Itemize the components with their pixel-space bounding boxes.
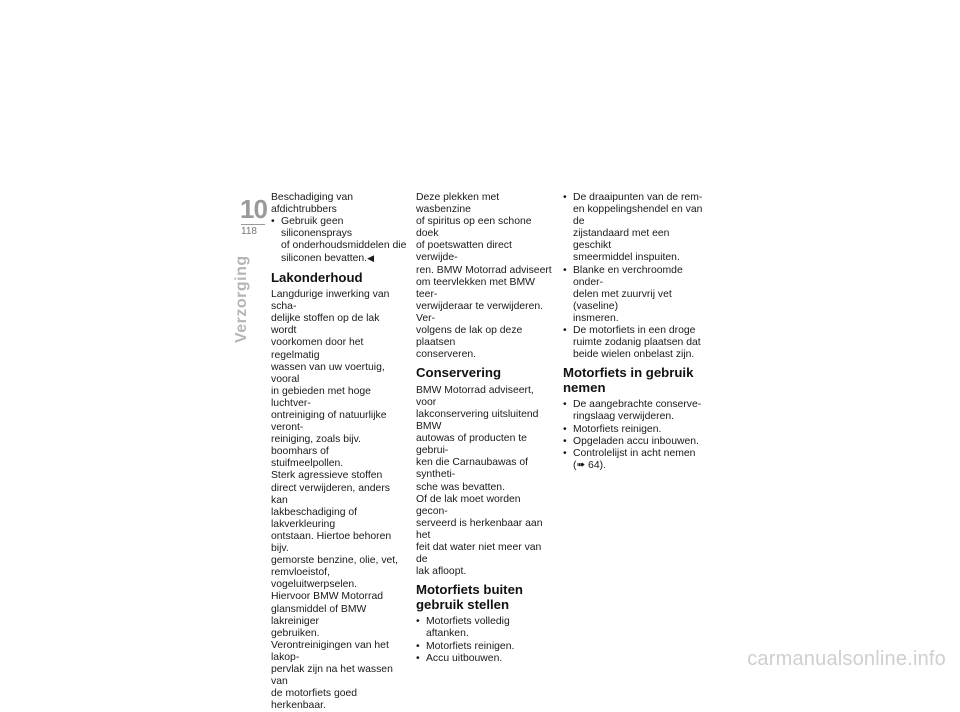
body-lakonderhoud: Langdurige inwerking van scha- delijke stoffen op de lak wordt voorkomen door het regelmatig wassen van uw voertuig, vooral in gebieden met hoge luchtver- ontreiniging of natuurlijke veront- reiniging, zoals bijv. boomhars of stuifmeelpollen. Sterk agressieve stoffen direct verwijderen, anders kan lakbeschadiging of lakverkleuring ontstaan. Hiertoe behoren bijv. gemorste benzine, olie, vet, remvloeistof, vogeluitwerpselen. Hiervoor BMW Motorrad glansmiddel of BMW lakreiniger gebruiken. Verontreinigingen van het lakop- pervlak zijn na het wassen van de motorfiets goed herkenbaar. xyxy=(271,289,399,712)
bullet-list-buiten-gebruik xyxy=(416,616,554,664)
list-item: • De aangebrachte conserve- ringslaag verwijderen. xyxy=(563,399,703,423)
list-item: • Accu uitbouwen. xyxy=(416,653,554,665)
bullet-list-in-gebruik xyxy=(563,399,703,472)
chapter-divider xyxy=(241,224,265,225)
end-mark-icon: ◀ xyxy=(367,253,374,264)
heading-conservering: Conservering xyxy=(416,365,502,381)
heading-in-gebruik: Motorfiets in gebruik nemen xyxy=(563,365,694,395)
list-item: • Opgeladen accu inbouwen. xyxy=(563,436,703,448)
list-item: • Motorfiets reinigen. xyxy=(416,641,554,653)
heading-buiten-gebruik: Motorfiets buiten gebruik stellen xyxy=(416,582,523,612)
watermark: carmanualsonline.info xyxy=(747,648,946,670)
column-3 xyxy=(563,192,703,472)
list-item xyxy=(271,216,407,265)
page-number: 118 xyxy=(241,226,257,237)
column-1 xyxy=(271,192,407,712)
body-continued: Deze plekken met wasbenzine of spiritus op een schone doek of poetswatten direct verwijde- ren. BMW Motorrad adviseert om teervlekken met BMW teer- verwijderaar te verwijderen. Ver- volgens de lak op deze plaatsen conserveren. xyxy=(416,192,552,361)
chapter-number: 10 xyxy=(240,194,267,224)
list-item: • Motorfiets volledig aftanken. xyxy=(416,616,554,640)
intro-text: Beschadiging van afdichtrubbers xyxy=(271,192,354,216)
bullet-list-continued xyxy=(563,192,703,361)
column-2 xyxy=(416,192,554,665)
intro-bullet-list xyxy=(271,216,407,265)
list-item: • Blanke en verchroomde onder- delen met zuurvrij vet (vaseline) insmeren. xyxy=(563,265,703,325)
list-item: • Controlelijst in acht nemen (➠ 64). xyxy=(563,448,703,472)
body-conservering: BMW Motorrad adviseert, voor lakconservering uitsluitend BMW autowas of producten te gebrui- ken die Carnaubawas of syntheti- sche was bevatten. Of de lak moet worden gecon- serveerd is herkenbaar aan het feit dat water niet meer van de lak afloopt. xyxy=(416,384,543,578)
chapter-side-title: Verzorging xyxy=(233,255,250,343)
heading-lakonderhoud: Lakonderhoud xyxy=(271,269,363,285)
list-item: • De motorfiets in een droge ruimte zodanig plaatsen dat beide wielen onbelast zijn. xyxy=(563,325,703,361)
bullet-text: Gebruik geen siliconensprays of onderhoudsmiddelen die siliconen bevatten. xyxy=(281,216,407,265)
list-item: • De draaipunten van de rem- en koppelingshendel en van de zijstandaard met een geschikt smeermiddel inspuiten. xyxy=(563,192,703,265)
list-item: • Motorfiets reinigen. xyxy=(563,424,703,436)
